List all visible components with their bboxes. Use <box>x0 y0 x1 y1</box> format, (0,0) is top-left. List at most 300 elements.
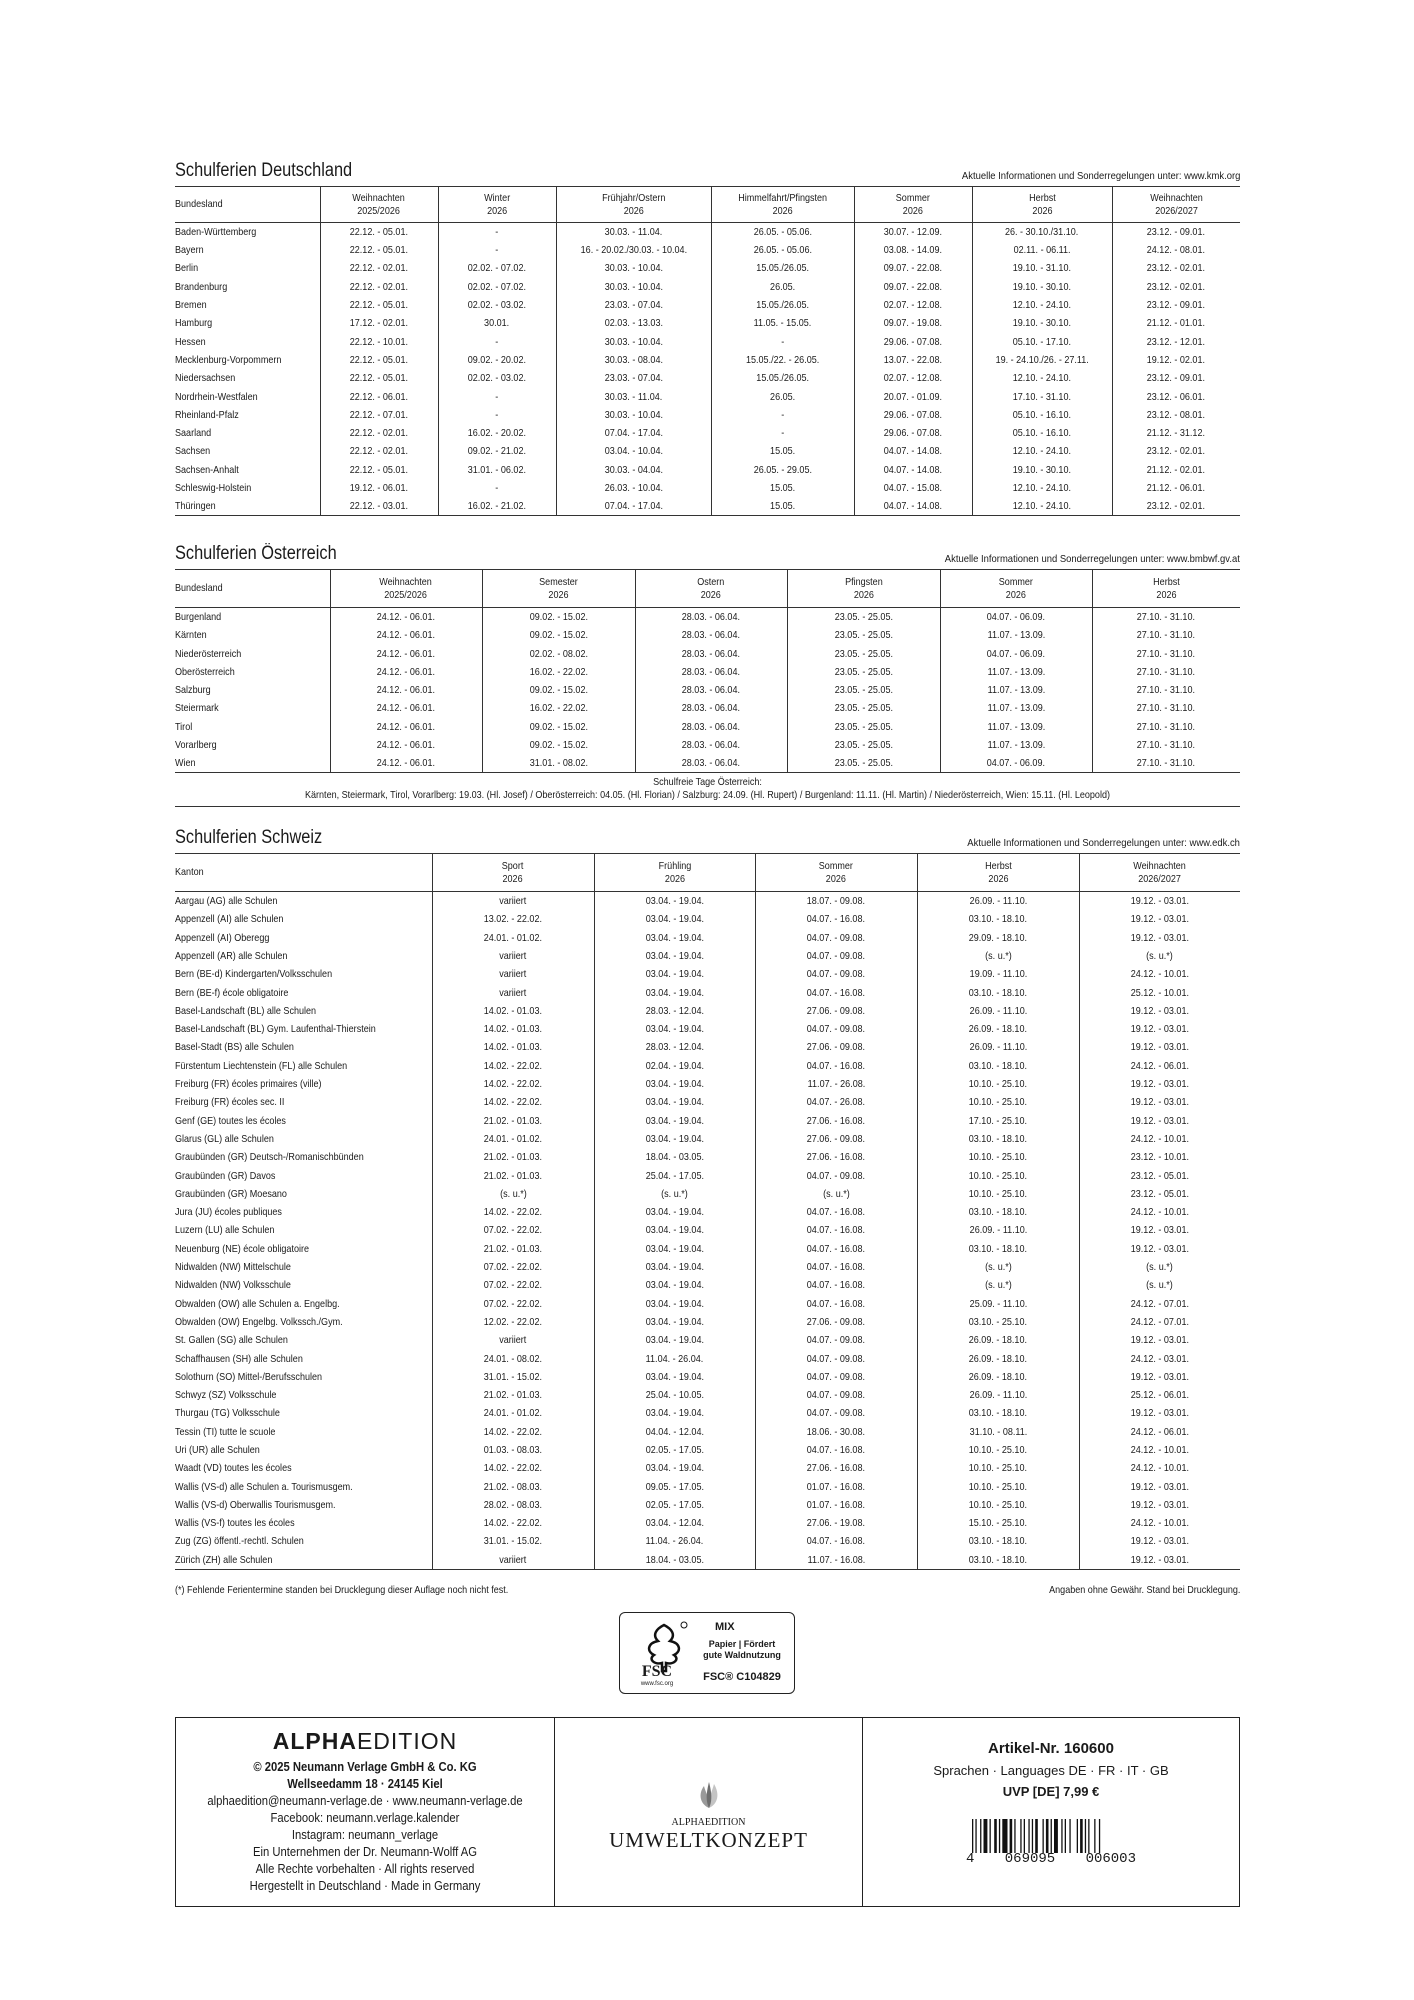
date-cell: 23.12. - 05.01. <box>1079 1166 1240 1184</box>
date-cell: 27.10. - 31.10. <box>1092 699 1240 717</box>
date-cell: 23.05. - 25.05. <box>787 681 940 699</box>
fsc-code: FSC® C104829 <box>703 1671 781 1683</box>
table-row <box>175 1057 1240 1075</box>
date-cell: 19.12. - 06.01. <box>320 479 438 497</box>
date-cell: 04.07. - 16.08. <box>755 1276 917 1294</box>
row-label: Luzern (LU) alle Schulen <box>175 1224 275 1237</box>
date-cell: 28.03. - 06.04. <box>635 736 787 754</box>
date-cell: 26.09. - 11.10. <box>917 1221 1079 1239</box>
table-row <box>175 1148 1240 1166</box>
date-cell: 22.12. - 05.01. <box>320 351 438 369</box>
date-cell: 19. - 24.10./26. - 27.11. <box>972 351 1112 369</box>
date-cell: 26.09. - 11.10. <box>917 1038 1079 1056</box>
date-cell: 03.04. - 19.04. <box>594 1020 755 1038</box>
date-cell: 04.07. - 16.08. <box>755 983 917 1001</box>
date-cell: 04.07. - 16.08. <box>755 1240 917 1258</box>
row-label: Saarland <box>175 427 212 440</box>
table-row <box>175 1423 1240 1441</box>
date-cell: 04.07. - 06.09. <box>940 608 1092 627</box>
barcode-digit-prefix: 4 <box>966 1851 975 1867</box>
table-row <box>175 718 1240 736</box>
date-cell: 31.01. - 15.02. <box>432 1532 594 1550</box>
date-cell: 03.10. - 18.10. <box>917 983 1079 1001</box>
row-label: Niederösterreich <box>175 647 242 660</box>
price: UVP [DE] 7,99 € <box>1002 1784 1100 1799</box>
footnote-missing-dates: (*) Fehlende Ferientermine standen bei Drucklegung dieser Auflage noch nicht fest. <box>175 1583 509 1596</box>
date-cell: 24.01. - 01.02. <box>432 1404 594 1422</box>
date-cell: 19.12. - 03.01. <box>1079 1093 1240 1111</box>
date-cell: 10.10. - 25.10. <box>917 1093 1079 1111</box>
at-header-1: Weihnachten 2025/2026 <box>330 570 482 608</box>
date-cell: - <box>711 332 854 350</box>
date-cell: 28.03. - 06.04. <box>635 718 787 736</box>
date-cell: 27.10. - 31.10. <box>1092 718 1240 736</box>
date-cell: 27.06. - 16.08. <box>755 1148 917 1166</box>
fsc-claim <box>692 1639 792 1661</box>
row-label: Solothurn (SO) Mittel-/Berufsschulen <box>175 1370 323 1383</box>
date-cell: 19.12. - 03.01. <box>1079 1331 1240 1349</box>
date-cell: 14.02. - 22.02. <box>432 1514 594 1532</box>
table-row <box>175 1166 1240 1184</box>
date-cell: 18.04. - 03.05. <box>594 1148 755 1166</box>
table-row <box>175 406 1240 424</box>
date-cell: 19.12. - 03.01. <box>1079 1221 1240 1239</box>
date-cell: 23.05. - 25.05. <box>787 644 940 662</box>
date-cell: 26.09. - 18.10. <box>917 1349 1079 1367</box>
date-cell: 11.07. - 13.09. <box>940 699 1092 717</box>
row-label: Niedersachsen <box>175 372 236 385</box>
table-row <box>175 1532 1240 1550</box>
date-cell: 27.06. - 16.08. <box>755 1459 917 1477</box>
date-cell: 03.04. - 19.04. <box>594 892 755 911</box>
date-cell: 26.05. <box>711 278 854 296</box>
row-label: Graubünden (GR) Moesano <box>175 1187 287 1200</box>
date-cell: 10.10. - 25.10. <box>917 1459 1079 1477</box>
date-cell: 03.10. - 18.10. <box>917 1057 1079 1075</box>
date-cell: 22.12. - 02.01. <box>320 424 438 442</box>
date-cell: 03.04. - 19.04. <box>594 1130 755 1148</box>
date-cell: 20.07. - 01.09. <box>854 387 972 405</box>
germany-title: Schulferien Deutschland <box>175 160 353 181</box>
table-row <box>175 314 1240 332</box>
date-cell: 27.06. - 09.08. <box>755 1038 917 1056</box>
date-cell: 03.10. - 18.10. <box>917 1404 1079 1422</box>
date-cell: (s. u.*) <box>1079 1258 1240 1276</box>
date-cell: 23.03. - 07.04. <box>556 296 711 314</box>
date-cell: 27.10. - 31.10. <box>1092 663 1240 681</box>
date-cell: 22.12. - 05.01. <box>320 296 438 314</box>
instagram-line: Instagram: neumann_verlage <box>291 1828 439 1842</box>
table-row <box>175 929 1240 947</box>
table-row <box>175 608 1240 627</box>
date-cell: 03.10. - 18.10. <box>917 910 1079 928</box>
article-number: Artikel-Nr. 160600 <box>988 1740 1114 1757</box>
date-cell: 27.10. - 31.10. <box>1092 681 1240 699</box>
date-cell: 10.10. - 25.10. <box>917 1441 1079 1459</box>
table-row <box>175 479 1240 497</box>
date-cell: 03.04. - 19.04. <box>594 1368 755 1386</box>
switzerland-note: Aktuelle Informationen und Sonderregelungen unter: www.edk.ch <box>967 837 1240 850</box>
row-label: Thüringen <box>175 497 320 516</box>
date-cell: 03.04. - 19.04. <box>594 1240 755 1258</box>
date-cell: variiert <box>432 1551 594 1570</box>
date-cell: 03.04. - 19.04. <box>594 1331 755 1349</box>
barcode-digits-left: 069095 <box>1004 1851 1056 1867</box>
date-cell: 19.12. - 03.01. <box>1079 1002 1240 1020</box>
row-label: Wallis (VS-d) Oberwallis Tourismusgem. <box>175 1498 336 1511</box>
table-row <box>175 1459 1240 1477</box>
date-cell: 26.03. - 10.04. <box>556 479 711 497</box>
date-cell: 30.01. <box>438 314 556 332</box>
fsc-claim-line2: gute Waldnutzung <box>703 1650 781 1660</box>
date-cell: 04.07. - 16.08. <box>755 1532 917 1550</box>
at-header-6: Herbst 2026 <box>1092 570 1240 608</box>
germany-table <box>175 186 1240 516</box>
date-cell: 26.09. - 11.10. <box>917 892 1079 911</box>
footnote-disclaimer: Angaben ohne Gewähr. Stand bei Drucklegung. <box>1048 1583 1240 1596</box>
date-cell: 02.07. - 12.08. <box>854 369 972 387</box>
at-header-4: Pfingsten 2026 <box>787 570 940 608</box>
date-cell: 24.01. - 01.02. <box>432 929 594 947</box>
date-cell: 24.01. - 08.02. <box>432 1349 594 1367</box>
date-cell: 14.02. - 22.02. <box>432 1203 594 1221</box>
date-cell: 02.02. - 03.02. <box>438 369 556 387</box>
row-label: Basel-Stadt (BS) alle Schulen <box>175 1041 294 1054</box>
date-cell: 03.04. - 12.04. <box>594 1514 755 1532</box>
date-cell: 23.12. - 09.01. <box>1112 223 1240 242</box>
ch-header-0: Kanton <box>175 854 432 892</box>
date-cell: 18.07. - 09.08. <box>755 892 917 911</box>
date-cell: 14.02. - 22.02. <box>432 1057 594 1075</box>
row-label: Thurgau (TG) Volksschule <box>175 1407 280 1420</box>
date-cell: 23.12. - 08.01. <box>1112 406 1240 424</box>
table-row <box>175 1313 1240 1331</box>
table-row <box>175 626 1240 644</box>
date-cell: 04.07. - 09.08. <box>755 929 917 947</box>
date-cell: 04.07. - 09.08. <box>755 1386 917 1404</box>
table-row <box>175 910 1240 928</box>
row-label: Freiburg (FR) écoles sec. II <box>175 1096 285 1109</box>
date-cell: - <box>438 479 556 497</box>
date-cell: 22.12. - 05.01. <box>320 461 438 479</box>
row-label: Wallis (VS-f) toutes les écoles <box>175 1517 295 1530</box>
date-cell: 24.12. - 06.01. <box>330 644 482 662</box>
date-cell: 24.12. - 10.01. <box>1079 1203 1240 1221</box>
facebook-line: Facebook: neumann.verlage.kalender <box>270 1811 460 1825</box>
date-cell: 04.07. - 09.08. <box>755 1404 917 1422</box>
date-cell: 23.12. - 09.01. <box>1112 296 1240 314</box>
date-cell: 24.12. - 06.01. <box>330 699 482 717</box>
date-cell: 30.03. - 10.04. <box>556 406 711 424</box>
table-row <box>175 1551 1240 1570</box>
table-row <box>175 1368 1240 1386</box>
row-label: Neuenburg (NE) école obligatoire <box>175 1242 310 1255</box>
date-cell: 19.12. - 03.01. <box>1079 1496 1240 1514</box>
row-label: Steiermark <box>175 702 219 715</box>
date-cell: 24.12. - 06.01. <box>330 626 482 644</box>
row-label: Basel-Landschaft (BL) alle Schulen <box>175 1004 317 1017</box>
table-row <box>175 965 1240 983</box>
at-header-2: Semester 2026 <box>482 570 635 608</box>
date-cell: 09.07. - 22.08. <box>854 278 972 296</box>
row-label: Schwyz (SZ) Volksschule <box>175 1389 277 1402</box>
row-label: Freiburg (FR) écoles primaires (ville) <box>175 1078 322 1091</box>
date-cell: 30.03. - 10.04. <box>556 332 711 350</box>
date-cell: 09.02. - 15.02. <box>482 736 635 754</box>
switzerland-title: Schulferien Schweiz <box>175 827 323 849</box>
at-header-0: Bundesland <box>175 570 330 608</box>
date-cell: 07.04. - 17.04. <box>556 497 711 516</box>
date-cell: variiert <box>432 965 594 983</box>
table-row <box>175 754 1240 773</box>
row-label: Bern (BE-f) école obligatoire <box>175 986 289 999</box>
date-cell: 24.12. - 03.01. <box>1079 1349 1240 1367</box>
ch-header-5: Weihnachten 2026/2027 <box>1079 854 1240 892</box>
date-cell: 04.07. - 16.08. <box>755 1203 917 1221</box>
date-cell: 01.03. - 08.03. <box>432 1441 594 1459</box>
date-cell: 26.09. - 11.10. <box>917 1002 1079 1020</box>
date-cell: 09.02. - 15.02. <box>482 718 635 736</box>
table-row <box>175 1002 1240 1020</box>
date-cell: 04.07. - 16.08. <box>755 1057 917 1075</box>
fsc-mix: MIX <box>715 1621 735 1633</box>
date-cell: 26.05. - 05.06. <box>711 223 854 242</box>
date-cell: 05.10. - 16.10. <box>972 406 1112 424</box>
date-cell: 28.03. - 06.04. <box>635 754 787 773</box>
date-cell: 21.02. - 01.03. <box>432 1112 594 1130</box>
date-cell: 27.10. - 31.10. <box>1092 608 1240 627</box>
row-label: Vorarlberg <box>175 739 217 752</box>
date-cell: 23.12. - 12.01. <box>1112 332 1240 350</box>
date-cell: 21.02. - 01.03. <box>432 1240 594 1258</box>
date-cell: 14.02. - 22.02. <box>432 1459 594 1477</box>
date-cell: 23.05. - 25.05. <box>787 736 940 754</box>
date-cell: 11.07. - 26.08. <box>755 1075 917 1093</box>
table-row <box>175 1496 1240 1514</box>
date-cell: 24.12. - 06.01. <box>330 681 482 699</box>
date-cell: 30.03. - 11.04. <box>556 387 711 405</box>
date-cell: 19.10. - 30.10. <box>972 461 1112 479</box>
date-cell: 30.03. - 04.04. <box>556 461 711 479</box>
brand-light: EDITION <box>356 1728 458 1754</box>
date-cell: 03.10. - 18.10. <box>917 1203 1079 1221</box>
row-label: Schaffhausen (SH) alle Schulen <box>175 1352 303 1365</box>
table-row <box>175 1477 1240 1495</box>
date-cell: 17.12. - 02.01. <box>320 314 438 332</box>
company-line: Ein Unternehmen der Dr. Neumann-Wolff AG <box>252 1845 478 1859</box>
date-cell: 03.04. - 19.04. <box>594 1221 755 1239</box>
date-cell: 03.04. - 10.04. <box>556 442 711 460</box>
table-row <box>175 259 1240 277</box>
row-label: Basel-Landschaft (BL) Gym. Laufenthal-Thierstein <box>175 1023 376 1036</box>
fsc-logo-text: FSC <box>641 1663 673 1680</box>
date-cell: 03.04. - 19.04. <box>594 1459 755 1477</box>
table-row <box>175 387 1240 405</box>
table-row <box>175 1075 1240 1093</box>
date-cell: 29.06. - 07.08. <box>854 332 972 350</box>
date-cell: 04.07. - 06.09. <box>940 754 1092 773</box>
date-cell: 28.03. - 06.04. <box>635 626 787 644</box>
date-cell: 26.05. <box>711 387 854 405</box>
date-cell: 30.03. - 11.04. <box>556 223 711 242</box>
date-cell: 11.07. - 13.09. <box>940 736 1092 754</box>
date-cell: 05.10. - 17.10. <box>972 332 1112 350</box>
date-cell: 04.07. - 16.08. <box>755 910 917 928</box>
date-cell: 19.12. - 03.01. <box>1079 1038 1240 1056</box>
date-cell: 16.02. - 22.02. <box>482 699 635 717</box>
date-cell: 23.05. - 25.05. <box>787 608 940 627</box>
row-label: Hamburg <box>175 317 213 330</box>
date-cell: 14.02. - 01.03. <box>432 1038 594 1056</box>
row-label: Sachsen <box>175 445 211 458</box>
date-cell: 24.12. - 06.01. <box>1079 1423 1240 1441</box>
table-row <box>175 892 1240 911</box>
barcode-digits-right: 006003 <box>1085 1851 1136 1867</box>
table-row <box>175 1185 1240 1203</box>
date-cell: 28.03. - 12.04. <box>594 1038 755 1056</box>
date-cell: 14.02. - 22.02. <box>432 1093 594 1111</box>
row-label: Tirol <box>175 720 193 733</box>
date-cell: 11.07. - 13.09. <box>940 681 1092 699</box>
switzerland-table <box>175 853 1240 1569</box>
date-cell: 23.12. - 05.01. <box>1079 1185 1240 1203</box>
date-cell: 22.12. - 06.01. <box>320 387 438 405</box>
table-row <box>175 497 1240 516</box>
publisher-info <box>176 1718 554 1906</box>
date-cell: 21.12. - 01.01. <box>1112 314 1240 332</box>
date-cell: 26. - 30.10./31.10. <box>972 223 1112 242</box>
row-label: Berlin <box>175 262 199 275</box>
date-cell: variiert <box>432 892 594 911</box>
section-germany <box>175 160 1240 516</box>
date-cell: 11.07. - 13.09. <box>940 663 1092 681</box>
row-label: Jura (JU) écoles publiques <box>175 1206 282 1219</box>
barcode <box>966 1819 1136 1865</box>
date-cell: 27.10. - 31.10. <box>1092 626 1240 644</box>
date-cell: 15.05. <box>711 479 854 497</box>
date-cell: 04.07. - 26.08. <box>755 1093 917 1111</box>
schulfrei-text: Kärnten, Steiermark, Tirol, Vorarlberg: 19.03. (Hl. Josef) / Oberösterreich: 04.05. (Hl. Florian) / Salzburg: 24.09. (Hl. Rupert) / Burgenland: 11.11. (Hl. Martin) / Niederösterreich, Wien: 15.11. (Hl. Leopold) <box>304 789 1111 802</box>
date-cell: (s. u.*) <box>917 947 1079 965</box>
row-label: Mecklenburg-Vorpommern <box>175 353 282 366</box>
date-cell: 19.12. - 03.01. <box>1079 1240 1240 1258</box>
ch-header-4: Herbst 2026 <box>917 854 1079 892</box>
row-label: Sachsen-Anhalt <box>175 463 239 476</box>
date-cell: 23.05. - 25.05. <box>787 626 940 644</box>
table-row <box>175 1404 1240 1422</box>
page-content <box>175 160 1240 1596</box>
table-row <box>175 1514 1240 1532</box>
date-cell: - <box>438 223 556 242</box>
date-cell: 27.06. - 19.08. <box>755 1514 917 1532</box>
date-cell: 26.09. - 18.10. <box>917 1368 1079 1386</box>
date-cell: (s. u.*) <box>1079 947 1240 965</box>
date-cell: 15.05./26.05. <box>711 296 854 314</box>
date-cell: (s. u.*) <box>1079 1276 1240 1294</box>
date-cell: 25.04. - 17.05. <box>594 1166 755 1184</box>
date-cell: 24.12. - 06.01. <box>330 754 482 773</box>
date-cell: 04.07. - 09.08. <box>755 1166 917 1184</box>
date-cell: 04.07. - 06.09. <box>940 644 1092 662</box>
row-label: Schleswig-Holstein <box>175 482 252 494</box>
date-cell: 23.12. - 09.01. <box>1112 369 1240 387</box>
date-cell: 28.03. - 06.04. <box>635 663 787 681</box>
date-cell: 11.04. - 26.04. <box>594 1349 755 1367</box>
date-cell: 27.06. - 16.08. <box>755 1112 917 1130</box>
date-cell: 23.05. - 25.05. <box>787 699 940 717</box>
date-cell: 22.12. - 10.01. <box>320 332 438 350</box>
fsc-label <box>619 1612 795 1694</box>
table-row <box>175 241 1240 259</box>
row-label: Bayern <box>175 244 204 257</box>
date-cell: 11.07. - 13.09. <box>940 626 1092 644</box>
table-row <box>175 1038 1240 1056</box>
date-cell: 04.07. - 09.08. <box>755 1020 917 1038</box>
date-cell: 10.10. - 25.10. <box>917 1075 1079 1093</box>
date-cell: 13.02. - 22.02. <box>432 910 594 928</box>
row-label: Kärnten <box>175 629 207 642</box>
date-cell: 28.03. - 06.04. <box>635 681 787 699</box>
date-cell: 19.12. - 03.01. <box>1079 1477 1240 1495</box>
date-cell: 05.10. - 16.10. <box>972 424 1112 442</box>
row-label: Nidwalden (NW) Volksschule <box>175 1279 291 1292</box>
date-cell: 27.10. - 31.10. <box>1092 736 1240 754</box>
date-cell: 07.04. - 17.04. <box>556 424 711 442</box>
date-cell: 24.12. - 06.01. <box>330 736 482 754</box>
table-row <box>175 1221 1240 1239</box>
at-header-3: Ostern 2026 <box>635 570 787 608</box>
date-cell: 31.01. - 15.02. <box>432 1368 594 1386</box>
date-cell: 24.12. - 10.01. <box>1079 1441 1240 1459</box>
date-cell: 04.07. - 14.08. <box>854 442 972 460</box>
table-row <box>175 278 1240 296</box>
date-cell: (s. u.*) <box>917 1258 1079 1276</box>
date-cell: 24.12. - 08.01. <box>1112 241 1240 259</box>
row-label: Zürich (ZH) alle Schulen <box>175 1551 432 1570</box>
date-cell: 03.04. - 19.04. <box>594 1112 755 1130</box>
date-cell: 19.12. - 03.01. <box>1079 929 1240 947</box>
date-cell: variiert <box>432 947 594 965</box>
date-cell: 13.07. - 22.08. <box>854 351 972 369</box>
date-cell: 04.07. - 16.08. <box>755 1221 917 1239</box>
date-cell: 03.08. - 14.09. <box>854 241 972 259</box>
date-cell: 04.07. - 15.08. <box>854 479 972 497</box>
row-label: Hessen <box>175 335 206 348</box>
date-cell: 04.07. - 09.08. <box>755 1368 917 1386</box>
date-cell: 02.02. - 07.02. <box>438 259 556 277</box>
date-cell: 22.12. - 02.01. <box>320 259 438 277</box>
table-row <box>175 1276 1240 1294</box>
date-cell: - <box>711 424 854 442</box>
date-cell: 12.10. - 24.10. <box>972 369 1112 387</box>
date-cell: 21.02. - 08.03. <box>432 1477 594 1495</box>
date-cell: 02.04. - 19.04. <box>594 1057 755 1075</box>
date-cell: 22.12. - 03.01. <box>320 497 438 516</box>
date-cell: 02.02. - 03.02. <box>438 296 556 314</box>
date-cell: 07.02. - 22.02. <box>432 1294 594 1312</box>
row-label: Appenzell (AR) alle Schulen <box>175 949 288 962</box>
date-cell: 23.12. - 02.01. <box>1112 497 1240 516</box>
date-cell: 10.10. - 25.10. <box>917 1185 1079 1203</box>
date-cell: 21.12. - 02.01. <box>1112 461 1240 479</box>
date-cell: 03.10. - 18.10. <box>917 1240 1079 1258</box>
date-cell: 09.02. - 15.02. <box>482 681 635 699</box>
date-cell: 21.02. - 01.03. <box>432 1386 594 1404</box>
de-header-4: Himmelfahrt/Pfingsten 2026 <box>711 187 854 223</box>
fsc-claim-line1: Papier | Fördert <box>708 1639 776 1649</box>
date-cell: 16.02. - 20.02. <box>438 424 556 442</box>
date-cell: 15.05./22. - 26.05. <box>711 351 854 369</box>
